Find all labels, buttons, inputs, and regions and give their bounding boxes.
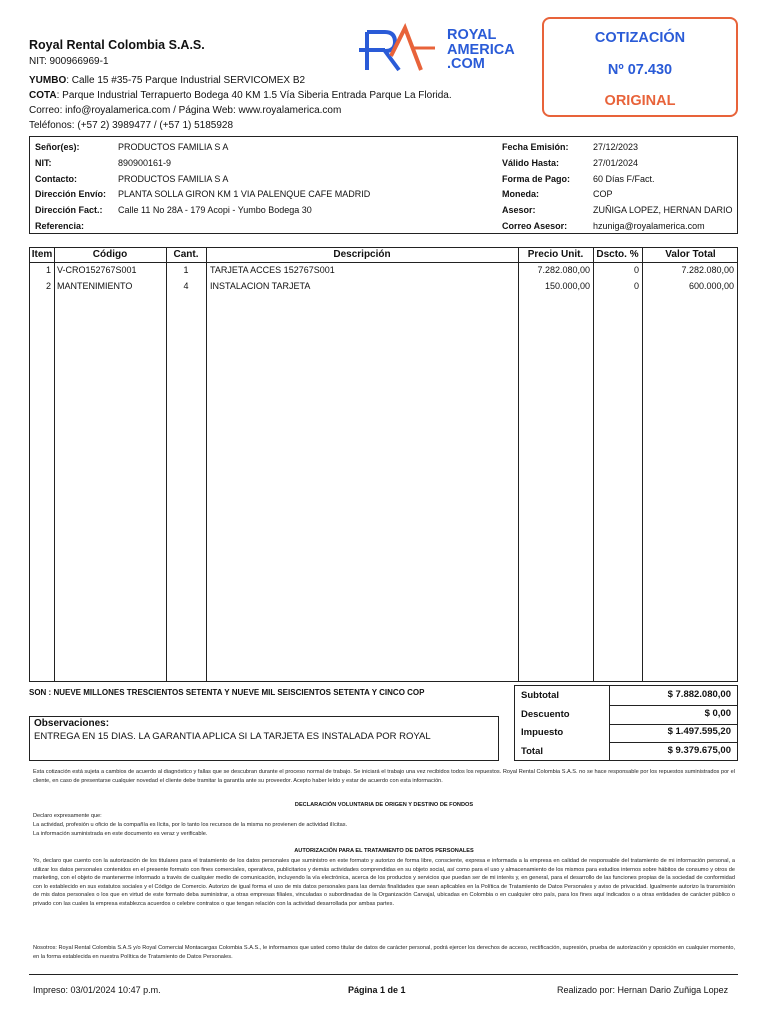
row-desc: INSTALACION TARJETA bbox=[210, 281, 311, 291]
row-cant: 1 bbox=[183, 265, 189, 275]
items-table bbox=[29, 247, 738, 682]
emision-value: 27/12/2023 bbox=[593, 142, 639, 152]
valido-value: 27/01/2024 bbox=[593, 158, 639, 168]
row-cant: 4 bbox=[183, 281, 189, 291]
impuesto-label: Impuesto bbox=[521, 727, 564, 738]
funds-declaration-line: La información suministrada en este documento es veraz y verificable. bbox=[33, 831, 208, 837]
senor-value: PRODUCTOS FAMILIA S A bbox=[118, 142, 229, 152]
page-number: Página 1 de 1 bbox=[348, 985, 406, 995]
contact-info: Correo: info@royalamerica.com / Página Web: www.royalamerica.com bbox=[29, 105, 342, 116]
row-dscto: 0 bbox=[633, 265, 639, 275]
cota-address: COTA: Parque Industrial Terrapuerto Bodega 40 KM 1.5 Vía Siberia Entrada Parque La Florida. bbox=[29, 90, 452, 101]
company-name: Royal Rental Colombia S.A.S. bbox=[29, 38, 205, 52]
row-total: 600.000,00 bbox=[688, 281, 734, 291]
fact-label: Dirección Fact.: bbox=[35, 205, 103, 215]
row-item: 1 bbox=[45, 265, 51, 275]
header-item: Item bbox=[31, 249, 53, 260]
total-row bbox=[515, 742, 737, 761]
terms-paragraph: Esta cotización está sujeta a cambios de acuerdo al diagnóstico y fallas que se descubran durante el proceso normal de trabajo. Se iniciará el trabajo una vez recibidos todos los repuestos. Royal Rental Colombia S.A.S. no se hace responsable por los repuestos suministrados por el cliente, en caso de presentarse cualquier novedad el cliente debe tramitar la garantía ante su proveedor. Acepto haber leído y estar de acuerdo con esta información. bbox=[33, 769, 735, 784]
quote-number: Nº 07.430 bbox=[607, 62, 673, 78]
observations-box bbox=[29, 716, 499, 761]
ref-label: Referencia: bbox=[35, 221, 85, 231]
moneda-value: COP bbox=[593, 189, 613, 199]
logo-wordmark: ROYAL AMERICA .COM bbox=[447, 27, 515, 72]
amount-in-words: SON : NUEVE MILLONES TRESCIENTOS SETENTA Y NUEVE MIL SEISCIENTOS SETENTA Y CINCO COP bbox=[29, 688, 425, 697]
total-value: $ 9.379.675,00 bbox=[667, 745, 731, 756]
company-nit: NIT: 900966969-1 bbox=[29, 56, 109, 67]
nit-label: NIT: bbox=[35, 158, 52, 168]
row-codigo: MANTENIMIENTO bbox=[57, 281, 133, 291]
header-cant: Cant. bbox=[173, 249, 199, 260]
impuesto-value: $ 1.497.595,20 bbox=[667, 726, 731, 737]
quote-title: COTIZACIÓN bbox=[594, 30, 686, 46]
funds-declaration-line: La actividad, profesión u oficio de la compañía es lícita, por lo tanto los recursos de la misma no provienen de actividad ilícitas. bbox=[33, 822, 348, 828]
senor-label: Señor(es): bbox=[35, 142, 80, 152]
asesor-value: ZUÑIGA LOPEZ, HERNAN DARIO bbox=[593, 205, 733, 215]
row-precio: 7.282.080,00 bbox=[537, 265, 590, 275]
valido-label: Válido Hasta: bbox=[502, 158, 560, 168]
impuesto-row bbox=[515, 723, 737, 742]
data-authorization-title: AUTORIZACIÓN PARA EL TRATAMIENTO DE DATOS PERSONALES bbox=[294, 848, 474, 854]
subtotal-value: $ 7.882.080,00 bbox=[667, 689, 731, 700]
header-descripcion: Descripción bbox=[333, 249, 391, 260]
emision-label: Fecha Emisión: bbox=[502, 142, 569, 152]
header-precio: Precio Unit. bbox=[527, 249, 584, 260]
logo-mark-icon bbox=[359, 28, 435, 70]
envio-label: Dirección Envío: bbox=[35, 189, 107, 199]
client-info-box bbox=[29, 136, 738, 234]
totals-box bbox=[514, 685, 738, 761]
observations-title: Observaciones: bbox=[34, 718, 110, 729]
descuento-value: $ 0,00 bbox=[704, 708, 731, 719]
row-precio: 150.000,00 bbox=[544, 281, 590, 291]
row-codigo: V-CRO152767S001 bbox=[57, 265, 137, 275]
made-by: Realizado por: Hernan Dario Zuñiga Lopez bbox=[557, 985, 729, 995]
asesor-label: Asesor: bbox=[502, 205, 536, 215]
row-item: 2 bbox=[45, 281, 51, 291]
correo-label: Correo Asesor: bbox=[502, 221, 568, 231]
descuento-label: Descuento bbox=[521, 709, 570, 720]
fact-value: Calle 11 No 28A - 179 Acopi - Yumbo Bodega 30 bbox=[118, 205, 312, 215]
quote-box bbox=[542, 17, 738, 117]
quote-status: ORIGINAL bbox=[604, 93, 676, 109]
subtotal-label: Subtotal bbox=[521, 690, 559, 701]
data-rights-paragraph: Nosotros: Royal Rental Colombia S.A.S y/o Royal Comercial Montacargas Colombia S.A.S., le informamos que usted como titular de datos de carácter personal, podrá ejercer los derechos de acceso, rectificación, supresión, prueba de autorización y oposición en cualquier momento, en la forma establecida en nuestra Política de Tratamiento de Datos Personales. bbox=[33, 945, 735, 960]
moneda-label: Moneda: bbox=[502, 189, 539, 199]
printed-date: Impreso: 03/01/2024 10:47 p.m. bbox=[33, 985, 161, 995]
pago-value: 60 Días F/Fact. bbox=[593, 174, 655, 184]
yumbo-address: YUMBO: Calle 15 #35-75 Parque Industrial SERVICOMEX B2 bbox=[29, 75, 306, 86]
descuento-row bbox=[515, 705, 737, 724]
pago-label: Forma de Pago: bbox=[502, 174, 571, 184]
header-dscto: Dscto. % bbox=[596, 249, 639, 260]
contacto-label: Contacto: bbox=[35, 174, 77, 184]
data-authorization-paragraph: Yo, declaro que cuento con la autorización de los titulares para el tratamiento de los datos personales que suministro en este formato y autorizo de forma libre, consciente, expresa e informada a la empresa en calidad de responsable del tratamiento de mi información personal, a utilizar los datos personales contenidos en el presente formato con fines comerciales, operativos, publicitarios y demás actividades comprendidas en su objeto social, así como para el uso y almacenamiento de los mismos para estudios internos sobre hábitos de consumo y otros de marketing, con el objeto de mantenerme informado a través de cualquier medio de comunicación, incluyendo la vía electrónica, acerca de los productos y servicios que puedan ser de mi interés y, en general, para el desarrollo de las funciones propias de la sociedad de conformidad con lo establecido en sus estatutos sociales y el Código de Comercio. Autorizo de igual forma el uso de mis datos personales para las demás finalidades que sean aplicables en la Política de Tratamiento de Datos Personales y aviso de privacidad. Igualmente autorizo la transmisión de mis datos personales o los que en virtud de este formato deba suministrar, a otras empresas filiales, vinculadas o subordinadas de la Organización Carvajal, ubicadas en Colombia o en cualquier otro país, para los fines aquí indicados o a otras entidades de carácter público o privado con las cuales la empresa establezca acuerdos o celebre contratos o que tengan relación con la actividad desarrollada por ambas partes. bbox=[33, 858, 735, 907]
header-total: Valor Total bbox=[665, 249, 716, 260]
observations-text: ENTREGA EN 15 DIAS. LA GARANTIA APLICA SI LA TARJETA ES INSTALADA POR ROYAL bbox=[34, 731, 431, 742]
contacto-value: PRODUCTOS FAMILIA S A bbox=[118, 174, 229, 184]
subtotal-row bbox=[515, 686, 737, 705]
phone-info: Teléfonos: (+57 2) 3989477 / (+57 1) 5185928 bbox=[29, 120, 234, 131]
total-label: Total bbox=[521, 746, 543, 757]
funds-declaration-title: DECLARACIÓN VOLUNTARIA DE ORIGEN Y DESTINO DE FONDOS bbox=[294, 802, 474, 808]
nit-value: 890900161-9 bbox=[118, 158, 172, 168]
row-desc: TARJETA ACCES 152767S001 bbox=[210, 265, 335, 275]
envio-value: PLANTA SOLLA GIRON KM 1 VIA PALENQUE CAFE MADRID bbox=[118, 189, 371, 199]
correo-value: hzuniga@royalamerica.com bbox=[593, 221, 705, 231]
row-total: 7.282.080,00 bbox=[681, 265, 734, 275]
funds-declaration-line: Declaro expresamente que: bbox=[33, 813, 102, 819]
header-codigo: Código bbox=[92, 249, 128, 260]
row-dscto: 0 bbox=[633, 281, 639, 291]
